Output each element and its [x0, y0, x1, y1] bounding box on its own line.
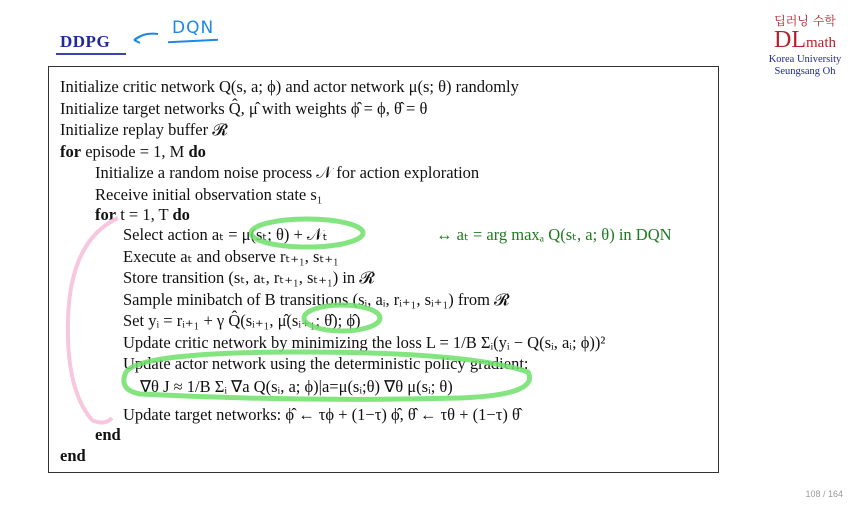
episode-range: episode = 1, M [85, 142, 185, 161]
keyword-for: for [60, 142, 82, 161]
keyword-end-outer: end [60, 446, 86, 465]
algo-line-init-target: Initialize target networks Q̂, μ̂ with weights ϕ̂ = ϕ, θ̂ = θ [60, 99, 428, 118]
algo-line-init-critic: Initialize critic network Q(s, a; ϕ) and actor network μ(s; θ) randomly [60, 77, 519, 96]
logo-math: math [806, 35, 836, 51]
title-underline [56, 53, 126, 55]
algo-line-update-critic: Update critic network by minimizing the loss L = 1/B Σᵢ(yᵢ − Q(sᵢ, aᵢ; ϕ))² [123, 333, 606, 352]
algo-line-for-episode [60, 142, 206, 162]
dlmath-logo [765, 12, 845, 78]
algo-line-select-action: Select action aₜ = μ(sₜ; θ) + 𝒩ₜ [123, 225, 328, 244]
algo-line-init-noise: Initialize a random noise process 𝒩 for action exploration [95, 163, 480, 182]
keyword-for-inner: for [95, 205, 117, 224]
algo-line-for-t [95, 205, 190, 225]
keyword-end-inner: end [95, 425, 121, 444]
dqn-side-note: ↔ aₜ = arg maxₐ Q(sₜ, a; θ) in DQN [436, 225, 672, 244]
algo-line-set-y: Set yᵢ = rᵢ₊₁ + γ Q̂(sᵢ₊₁, μ̂(sᵢ₊₁; θ̂); ϕ̂) [123, 311, 361, 330]
algo-line-update-actor: Update actor network using the deterministic policy gradient: [123, 354, 529, 373]
logo-korean-text: 딥러닝 수학 [774, 14, 836, 28]
handwritten-underline [168, 39, 218, 44]
keyword-do-inner: do [172, 205, 190, 224]
algo-line-sample: Sample minibatch of B transitions (sᵢ, aᵢ, rᵢ₊₁, sᵢ₊₁) from 𝓡 [123, 290, 510, 309]
keyword-do: do [188, 142, 206, 161]
logo-author: Seungsang Oh [774, 66, 836, 77]
arrow-to-dqn-mark [134, 34, 158, 43]
logo-organization: Korea University [768, 54, 842, 65]
algo-line-update-target: Update target networks: ϕ̂ ← τϕ + (1−τ) ϕ̂, θ̂ ← τθ + (1−τ) θ̂ [123, 405, 520, 424]
t-range: t = 1, T [120, 205, 169, 224]
algo-line-policy-gradient: ∇θ J ≈ 1/B Σᵢ ∇a Q(sᵢ, a; ϕ)|a=μ(sᵢ;θ) ∇θ μ(sᵢ; θ) [140, 377, 453, 396]
algo-line-store: Store transition (sₜ, aₜ, rₜ₊₁, sₜ₊₁) in 𝓡 [123, 268, 375, 287]
handwritten-dqn-note: DQN [172, 18, 215, 38]
slide-title: DDPG [60, 32, 111, 51]
logo-dl: DL [774, 27, 806, 53]
logo-main-text [765, 29, 845, 54]
algo-line-init-buffer: Initialize replay buffer 𝓡 [60, 120, 228, 139]
page-number: 108 / 164 [805, 489, 843, 499]
algo-line-execute: Execute aₜ and observe rₜ₊₁, sₜ₊₁ [123, 247, 339, 266]
algo-line-receive-state: Receive initial observation state s₁ [95, 185, 323, 204]
